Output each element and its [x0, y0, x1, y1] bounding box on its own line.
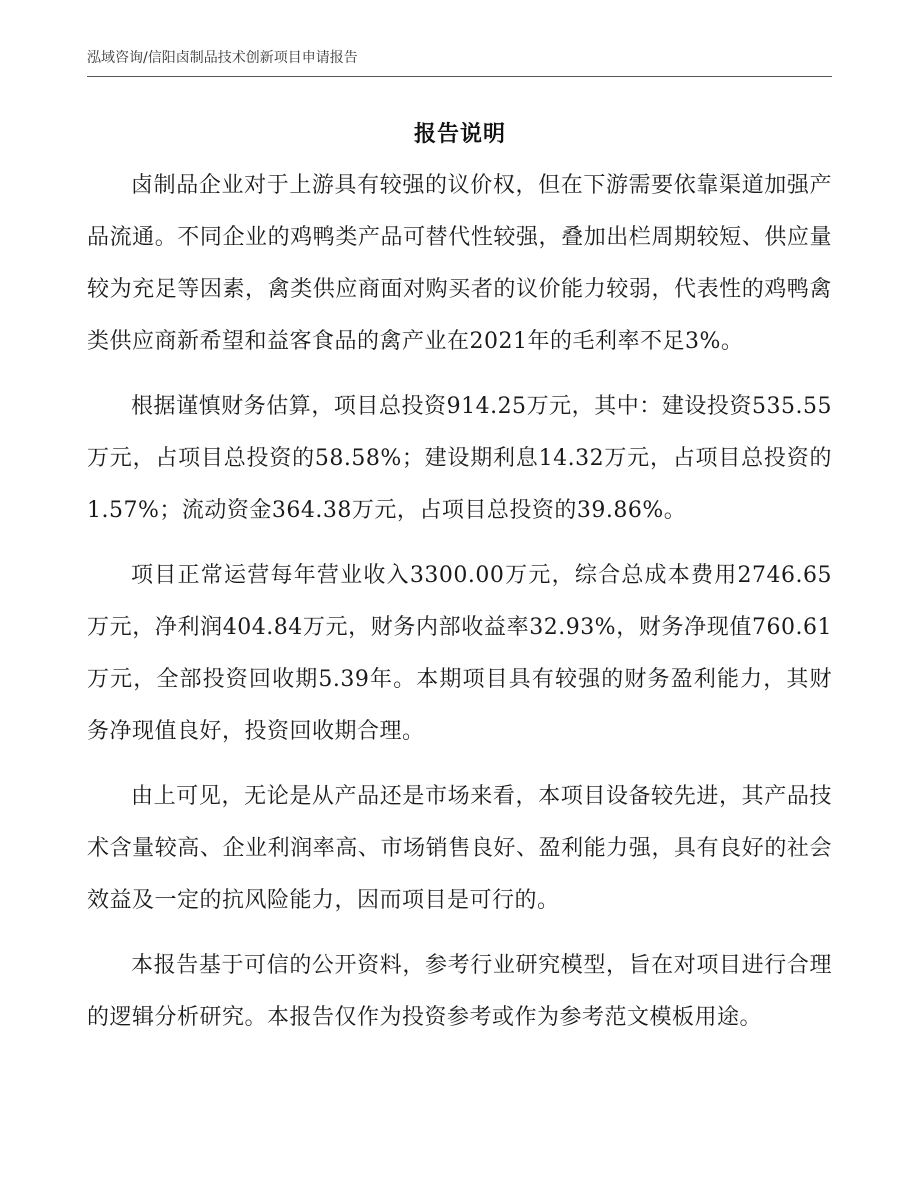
paragraph-disclaimer: 本报告基于可信的公开资料，参考行业研究模型，旨在对项目进行合理的逻辑分析研究。本报告仅作为投资参考或作为参考范文模板用途。	[87, 953, 832, 1030]
paragraph-feasibility-conclusion: 由上可见，无论是从产品还是市场来看，本项目设备较先进，其产品技术含量较高、企业利润率高、市场销售良好、盈利能力强，具有良好的社会效益及一定的抗风险能力，因而项目是可行的。	[87, 784, 832, 913]
paragraph-financial-returns: 项目正常运营每年营业收入3300.00万元，综合总成本费用2746.65万元，净利润404.84万元，财务内部收益率32.93%，财务净现值760.61万元，全部投资回收期5.39年。本期项目具有较强的财务盈利能力，其财务净现值良好，投资回收期合理。	[87, 563, 832, 744]
header-divider	[87, 76, 832, 77]
paragraph-industry-background: 卤制品企业对于上游具有较强的议价权，但在下游需要依靠渠道加强产品流通。不同企业的鸡鸭类产品可替代性较强，叠加出栏周期较短、供应量较为充足等因素，禽类供应商面对购买者的议价能力较弱，代表性的鸡鸭禽类供应商新希望和益客食品的禽产业在2021年的毛利率不足3%。	[87, 173, 832, 354]
report-body	[87, 160, 832, 1057]
running-header: 泓域咨询/信阳卤制品技术创新项目申请报告	[87, 50, 358, 66]
page-title: 报告说明	[413, 122, 506, 147]
paragraph-investment-estimate: 根据谨慎财务估算，项目总投资914.25万元，其中：建设投资535.55万元，占项目总投资的58.58%；建设期利息14.32万元，占项目总投资的1.57%；流动资金364.38万元，占项目总投资的39.86%。	[87, 394, 832, 523]
